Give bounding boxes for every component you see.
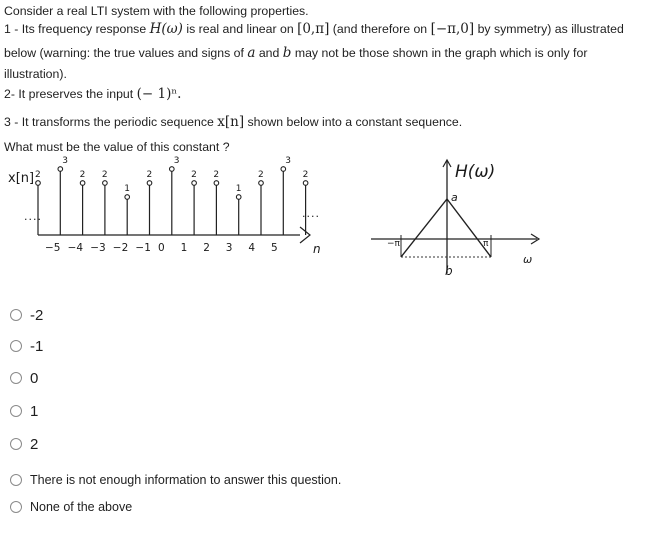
option-none-of-above[interactable]: [10, 497, 132, 517]
freq-triangle: [401, 199, 491, 257]
seq-value-label: 1: [124, 184, 130, 194]
option-label: 1: [30, 402, 39, 420]
question-line-1: Consider a real LTI system with the following properties.: [4, 4, 309, 18]
radio-button[interactable]: [10, 438, 22, 450]
seq-stem-marker: [147, 181, 152, 186]
seq-value-label: 3: [173, 156, 180, 166]
question-line-3: [4, 45, 587, 61]
seq-value-label: 2: [302, 170, 309, 180]
freq-label-pi: π: [483, 239, 489, 249]
q3-text-c: may not be those shown in the graph which is only for: [291, 46, 588, 60]
seq-tick-label: 5: [271, 242, 278, 254]
seq-stem-marker: [281, 167, 286, 172]
seq-stem-marker: [303, 181, 308, 186]
option-label: None of the above: [30, 500, 133, 514]
q5-input: (− 1)ⁿ.: [136, 86, 182, 102]
seq-ylabel: x[n]: [8, 171, 35, 186]
seq-xlabel: n: [313, 242, 321, 256]
question-line-7: What must be the value of this constant ?: [4, 140, 230, 154]
seq-value-label: 1: [235, 184, 242, 194]
option-label: 0: [30, 369, 39, 387]
seq-value-label: 2: [258, 170, 264, 180]
question-line-5: [4, 86, 181, 102]
radio-button[interactable]: [10, 309, 22, 321]
radio-button[interactable]: [10, 372, 22, 384]
seq-value-label: 2: [101, 170, 108, 180]
seq-stem-marker: [214, 181, 219, 186]
seq-tick-label: 2: [203, 242, 210, 254]
freq-label-a: a: [451, 191, 458, 204]
freq-response-plot: [365, 155, 559, 280]
freq-label-b: b: [445, 264, 453, 278]
q2-interval-2: [−π,0]: [430, 21, 475, 37]
q2-text-d: by symmetry) as illustrated: [474, 22, 624, 36]
q6-x: x[n]: [217, 114, 245, 130]
seq-stem-marker: [192, 181, 197, 186]
question-line-2: [4, 21, 624, 37]
seq-left-dots: ....: [24, 210, 42, 223]
option-minus-1[interactable]: [10, 336, 43, 356]
seq-stem-marker: [170, 167, 175, 172]
question-line-6: [4, 114, 462, 130]
radio-button[interactable]: [10, 405, 22, 417]
radio-button[interactable]: [10, 340, 22, 352]
radio-button[interactable]: [10, 501, 22, 513]
seq-stem-marker: [259, 181, 264, 186]
seq-stem-marker: [58, 167, 63, 172]
q5-text-a: 2- It preserves the input: [4, 87, 137, 101]
q2-text-b: is real and linear on: [182, 22, 298, 36]
seq-value-label: 2: [79, 170, 86, 180]
seq-value-label: 2: [35, 170, 41, 180]
q3-text-a: below (warning: the true values and signs of: [4, 46, 248, 60]
seq-right-dots: ....: [302, 207, 320, 220]
option-minus-2[interactable]: [10, 305, 43, 325]
option-1[interactable]: [10, 401, 38, 421]
q3-var-a: a: [247, 45, 256, 61]
question-line-4: illustration).: [4, 67, 67, 81]
option-label: -1: [30, 337, 44, 355]
seq-stem-marker: [80, 181, 85, 186]
seq-tick-label: 1: [180, 242, 188, 254]
seq-tick-label: 0: [158, 242, 165, 254]
q2-interval-1: [0,π]: [297, 21, 330, 37]
q2-text-a: 1 - Its frequency response: [4, 22, 150, 36]
q6-text-a: 3 - It transforms the periodic sequence: [4, 115, 218, 129]
option-2[interactable]: [10, 434, 38, 454]
seq-stem-marker: [236, 195, 241, 200]
seq-tick-label: −1: [135, 242, 151, 254]
seq-stem-marker: [103, 181, 108, 186]
seq-tick-label: 3: [225, 242, 233, 254]
seq-stem-marker: [125, 195, 130, 200]
freq-title: H(ω): [455, 162, 496, 182]
seq-value-label: 2: [191, 170, 197, 180]
seq-tick-label: −2: [112, 242, 129, 254]
seq-value-label: 3: [62, 156, 69, 166]
freq-xlabel: ω: [523, 253, 533, 266]
q3-var-b: b: [282, 45, 292, 61]
option-0[interactable]: [10, 368, 38, 388]
sequence-plot: [0, 155, 360, 260]
seq-tick-label: 4: [248, 242, 256, 254]
q3-text-b: and: [255, 46, 283, 60]
seq-tick-label: −3: [90, 242, 106, 254]
option-not-enough-info[interactable]: [10, 470, 341, 490]
option-label: -2: [30, 306, 44, 324]
q2-H: H(ω): [149, 21, 183, 37]
seq-tick-label: −5: [45, 242, 61, 254]
seq-tick-label: −4: [67, 242, 84, 254]
seq-value-label: 3: [285, 156, 292, 166]
seq-value-label: 2: [146, 170, 153, 180]
q2-text-c: (and therefore on: [329, 22, 431, 36]
seq-value-label: 2: [213, 170, 220, 180]
seq-stem-marker: [36, 181, 41, 186]
q6-text-b: shown below into a constant sequence.: [244, 115, 463, 129]
radio-button[interactable]: [10, 474, 22, 486]
option-label: There is not enough information to answer this question.: [30, 473, 342, 487]
option-label: 2: [30, 435, 39, 453]
freq-label-neg-pi: −π: [387, 239, 400, 249]
